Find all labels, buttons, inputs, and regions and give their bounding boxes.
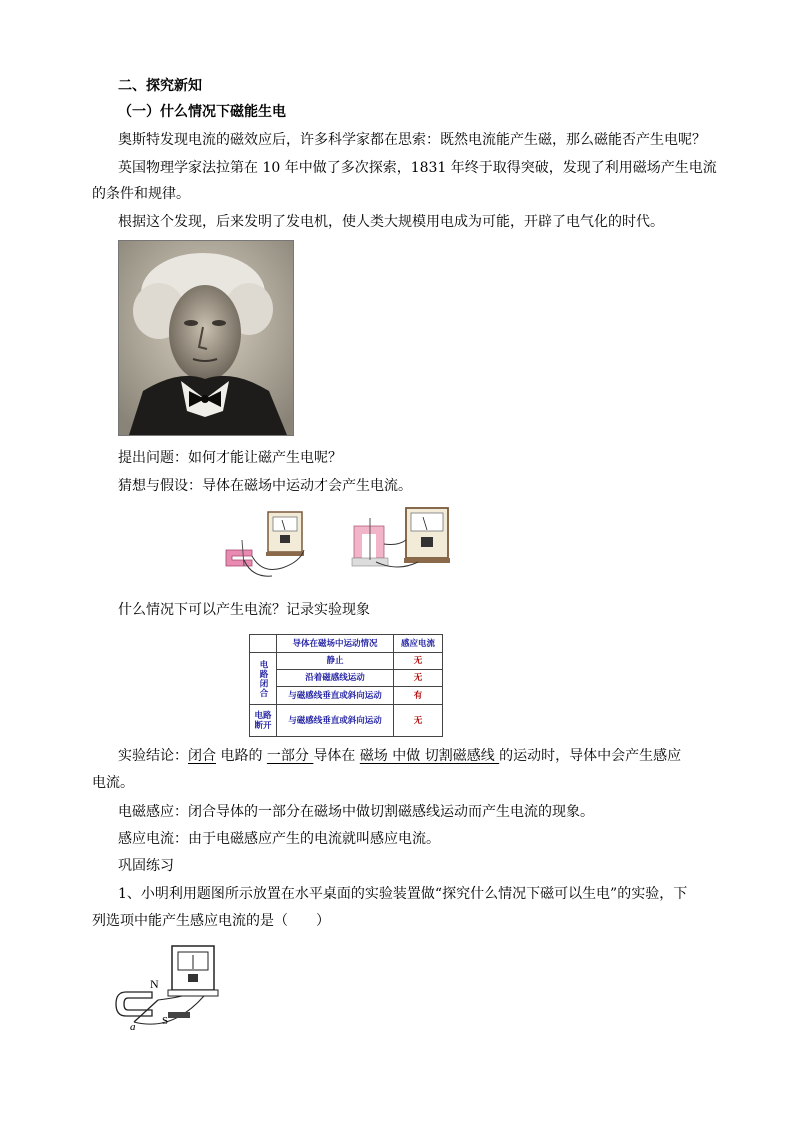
definition-em-induction: 电磁感应：闭合导体的一部分在磁场中做切割磁感线运动而产生电流的现象。 bbox=[118, 804, 594, 820]
experiment-setup-left bbox=[226, 512, 304, 576]
row-current: 无 bbox=[394, 670, 443, 687]
table-corner-cell bbox=[250, 635, 277, 653]
conclusion-text3: 的运动时，导体中会产生感应 bbox=[499, 748, 682, 764]
table-row bbox=[250, 653, 443, 670]
row-motion: 与磁感线垂直或斜向运动 bbox=[277, 705, 394, 737]
section-title: 二、探究新知 bbox=[118, 78, 202, 94]
conclusion-line1 bbox=[118, 746, 681, 766]
record-prompt: 什么情况下可以产生电流？记录实验现象 bbox=[118, 602, 370, 618]
paragraph-generator: 根据这个发现，后来发明了发电机，使人类大规模用电成为可能，开辟了电气化的时代。 bbox=[118, 214, 664, 230]
definition-induced-current: 感应电流：由于电磁感应产生的电流就叫感应电流。 bbox=[118, 831, 440, 847]
header-current: 感应电流 bbox=[394, 635, 443, 653]
conclusion-text2: 导体在 bbox=[313, 748, 360, 764]
practice-apparatus-figure bbox=[112, 940, 224, 1032]
table-row bbox=[250, 670, 443, 687]
row-current: 无 bbox=[394, 653, 443, 670]
question-1-line2: 列选项中能产生感应电流的是（ ） bbox=[92, 913, 330, 929]
subsection-title: （一）什么情况下磁能生电 bbox=[118, 104, 286, 120]
table-header-row bbox=[250, 635, 443, 653]
row-current: 无 bbox=[394, 705, 443, 737]
practice-title: 巩固练习 bbox=[118, 858, 174, 874]
question-text: 提出问题：如何才能让磁产生电呢？ bbox=[118, 450, 342, 466]
hypothesis-text: 猜想与假设：导体在磁场中运动才会产生电流。 bbox=[118, 478, 412, 494]
row-motion: 沿着磁感线运动 bbox=[277, 670, 394, 687]
question-1-line1: 1、小明利用题图所示放置在水平桌面的实验装置做“探究什么情况下磁可以生电”的实验，下 bbox=[118, 886, 688, 902]
conclusion-line2: 电流。 bbox=[92, 775, 134, 791]
group-open-line2: 断开 bbox=[254, 720, 272, 731]
faraday-portrait bbox=[118, 240, 294, 436]
row-motion: 静止 bbox=[277, 653, 394, 670]
conclusion-blank-cut: 磁场 中做 切割磁感线 bbox=[359, 748, 500, 764]
paragraph-oersted: 奥斯特发现电流的磁效应后，许多科学家都在思索：既然电流能产生磁，那么磁能否产生电呢？ bbox=[118, 132, 706, 148]
label-a: a bbox=[130, 1021, 136, 1032]
row-motion: 与磁感线垂直或斜向运动 bbox=[277, 687, 394, 705]
conclusion-blank-closed: 闭合 bbox=[188, 748, 216, 764]
paragraph-faraday-line1: 英国物理学家法拉第在 10 年中做了多次探索，1831 年终于取得突破，发现了利用磁场产生电流 bbox=[118, 160, 717, 176]
group-open-line1: 电路 bbox=[254, 710, 272, 721]
label-s: S bbox=[162, 1015, 169, 1027]
table-row bbox=[250, 687, 443, 705]
experiment-setup-right bbox=[352, 508, 450, 567]
conclusion-prefix: 实验结论： bbox=[118, 748, 188, 764]
experiment-apparatus-figure bbox=[222, 500, 452, 584]
label-n: N bbox=[150, 977, 159, 991]
experiment-table bbox=[249, 634, 443, 737]
conclusion-text1: 电路的 bbox=[216, 748, 267, 764]
header-motion: 导体在磁场中运动情况 bbox=[277, 635, 394, 653]
paragraph-faraday-line2: 的条件和规律。 bbox=[92, 186, 190, 202]
row-current: 有 bbox=[394, 687, 443, 705]
group-closed-circuit: 电路闭合 bbox=[250, 653, 277, 705]
group-open-circuit bbox=[250, 705, 277, 737]
table-row bbox=[250, 705, 443, 737]
conclusion-blank-part: 一部分 bbox=[266, 748, 314, 764]
